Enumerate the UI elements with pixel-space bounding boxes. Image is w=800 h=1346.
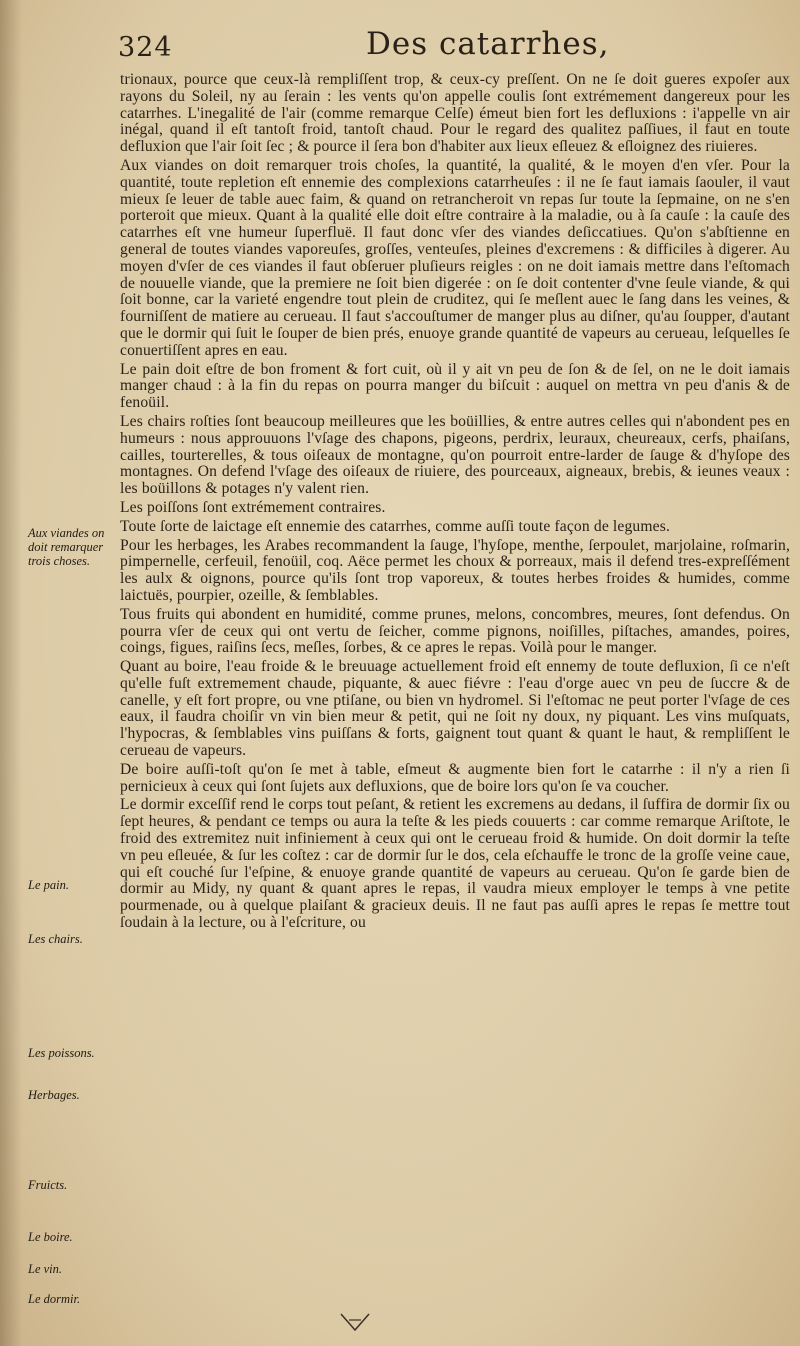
margin-note-boire: Le boire. <box>28 1230 73 1244</box>
paragraph-poissons: Les poiſſons ſont extrémement contraires. <box>120 498 386 516</box>
paragraph-laictage: Toute ſorte de laictage eſt ennemie des catarrhes, comme auſſi toute façon de legumes. <box>120 517 671 535</box>
margin-note-herbages: Herbages. <box>28 1088 80 1102</box>
paragraph-chairs: Les chairs roſties ſont beaucoup meilleures que les boüillies, & entre autres celles qui n'abondent pes en humeurs : nous approuuons l'vſage des chapons, pigeons, perdrix, leuraux, cheureaux, cerfs, phaiſans, cailles, tourterelles, & tous oiſeaux de montagne, qu'on pourroit entre-larder de ſauge & d'hyſope des montagnes. On defend l'vſage des oiſeaux de riuiere, des pourceaux, aigneaux, brebis, & ieunes veaux : les boüillons & potages n'y valent rien. <box>120 412 790 498</box>
paragraph-boire: Quant au boire, l'eau froide & le breuuage actuellement froid eſt ennemy de toute defluxion, ſi ce n'eſt qu'elle fuſt extremement chaude, piquante, & auec fiévre : l'eau d'orge auec vn peu de ſuccre & de canelle, y eſt fort propre, ou vne ptiſane, ou bien vn hydromel. Si l'eſtomac ne peut porter l'vſage de ces eaux, il faudra choiſir vn vin bien meur & petit, qui ne ſoit ny doux, ny piquant. Les vins muſquats, l'hypocras, & ſemblables vins puiſſans & forts, gaignent tout quant & quant le haut, & rempliſſent le cerueau de vapeurs. <box>120 658 790 760</box>
margin-note-vin: Le vin. <box>28 1262 63 1276</box>
running-title: Des catarrhes, <box>366 26 610 62</box>
paragraph-boire-table: De boire auſſi-toſt qu'on ſe met à table, eſmeut & augmente bien fort le catarrhe : il n'y a rien ſi pernicieux à ceux qui ſont ſujets aux defluxions, que de boire lors qu'on ſe va coucher. <box>120 760 790 795</box>
paragraph-dormir: Le dormir exceſſif rend le corps tout peſant, & retient les excremens au dedans, il ſuffira de dormir ſix ou ſept heures, & pendant ce temps ou aura la teſte & les pieds couuerts : car comme remarque Ariſtote, le froid des extremitez nuit infiniement à ceux qui ont le cerueau froid & humide. On doit dormir la teſte vn peu eſleuée, & ſur les coſtez : car de dormir ſur le dos, cela eſchauffe le tronc de la groſſe veine caue, qui eſt couché ſur l'eſpine, & enuoye grande quantité de vapeurs au cerueau. Qu'on ſe garde bien de dormir au Midy, ny quant & quant apres le repas, il vaudra mieux employer le temps à vne petite pourmenade, ou à quelque plaiſant & gracieux deuis. Il ne faut pas auſſi apres le repas ſe mettre tout ſoudain à la lecture, ou à l'eſcriture, ou <box>120 796 790 932</box>
printer-ornament-icon <box>335 1306 375 1336</box>
gutter-shadow <box>0 0 22 1346</box>
margin-note-pain: Le pain. <box>28 878 69 892</box>
page-number: 324 <box>118 32 173 63</box>
paragraph-air: trionaux, pource que ceux-là rempliſſent trop, & ceux-cy preſſent. On ne ſe doit gueres expoſer aux rayons du Soleil, ny au ſerain : les vents qu'on appelle coulis ſont extrémement dangereux pour les catarrhes. L'inegalité de l'air (comme remarque Celſe) émeut bien fort les defluxions : i'appelle vn air inégal, quand il eſt tantoſt froid, tantoſt chaud. Pour le regard des qualitez paſſiues, il faut en toute defluxion que l'air ſoit ſec ; & pource il ſera bon d'habiter aux lieux eſleuez & eſloignez des riuieres. <box>120 71 790 156</box>
margin-note-chairs: Les chairs. <box>28 932 83 946</box>
paragraph-viandes: Aux viandes on doit remarquer trois choſes, la quantité, la qualité, & le moyen d'en vſer. Pour la quantité, toute repletion eſt ennemie des complexions catarrheuſes : il ne ſe faut iamais ſaouler, il vaut mieux ſe leuer de table auec faim, & quand on retrancheroit vn repas ſur toute la ſepmaine, on ne s'en porteroit que mieux. Quant à la qualité elle doit eſtre contraire à la maladie, ou à ſa cauſe : la cauſe des catarrhes eſt vne humeur ſuperfluë. Il faut donc vſer des viandes deſiccatiues. Qu'on s'abſtienne en general de toutes viandes vaporeuſes, groſſes, venteuſes, pleines d'excremens : & difficiles à digerer. Au moyen d'vſer de ces viandes il faut obſeruer pluſieurs reigles : on ne doit iamais mettre dans l'eſtomach de nouuelle viande, que la premiere ne ſoit bien digerée : on ſe doit contenter d'vne ſeule viande, & qui ſoit bonne, car la varieté engendre tout plein de cruditez, qui ſe meſlent auec le ſang dans les veines, & fourniſſent de matiere au cerueau. Il faut s'accouſtumer de manger plus au diſner, qu'au ſoupper, d'autant que le dormir qui ſuit le ſouper de bien prés, enuoye grande quantité de vapeurs au cerueau, leſquelles ſe conuertiſſent apres en eau. <box>120 156 790 359</box>
margin-note-poissons: Les poissons. <box>28 1046 95 1060</box>
margin-note-dormir: Le dormir. <box>28 1292 81 1306</box>
paragraph-fruicts: Tous fruits qui abondent en humidité, comme prunes, melons, concombres, meures, ſont defendus. On pourra vſer de ceux qui ont vertu de ſeicher, comme pignons, noiſilles, piſtaches, amandes, poires, coings, figues, raiſins ſecs, meſles, ſorbes, & ce apres le repas. Voilà pour le manger. <box>120 605 790 657</box>
body-text <box>120 72 790 932</box>
paragraph-pain: Le pain doit eſtre de bon froment & fort cuit, où il y ait vn peu de ſon & de ſel, on ne le doit iamais manger chaud : à la fin du repas on pourra manger du biſcuit : auquel on mettra vn peu d'anis & de fenoüil. <box>120 360 790 412</box>
margin-note-viandes: Aux viandes on doit remarquer trois choses. <box>28 526 105 568</box>
margin-note-fruicts: Fruicts. <box>28 1178 68 1192</box>
page-header <box>118 26 760 66</box>
paragraph-herbages: Pour les herbages, les Arabes recommandent la ſauge, l'hyſope, menthe, ſerpoulet, marjolaine, roſmarin, pimpernelle, cerfeuil, fenoüil, coq. Aëce permet les choux & porreaux, mais il defend tres-expreſſément les aulx & oignons, pource qu'ils ſont trop vaporeux, & toutes herbes froides & humides, comme laictuës, pourpier, ozeille, & ſemblables. <box>120 536 790 604</box>
